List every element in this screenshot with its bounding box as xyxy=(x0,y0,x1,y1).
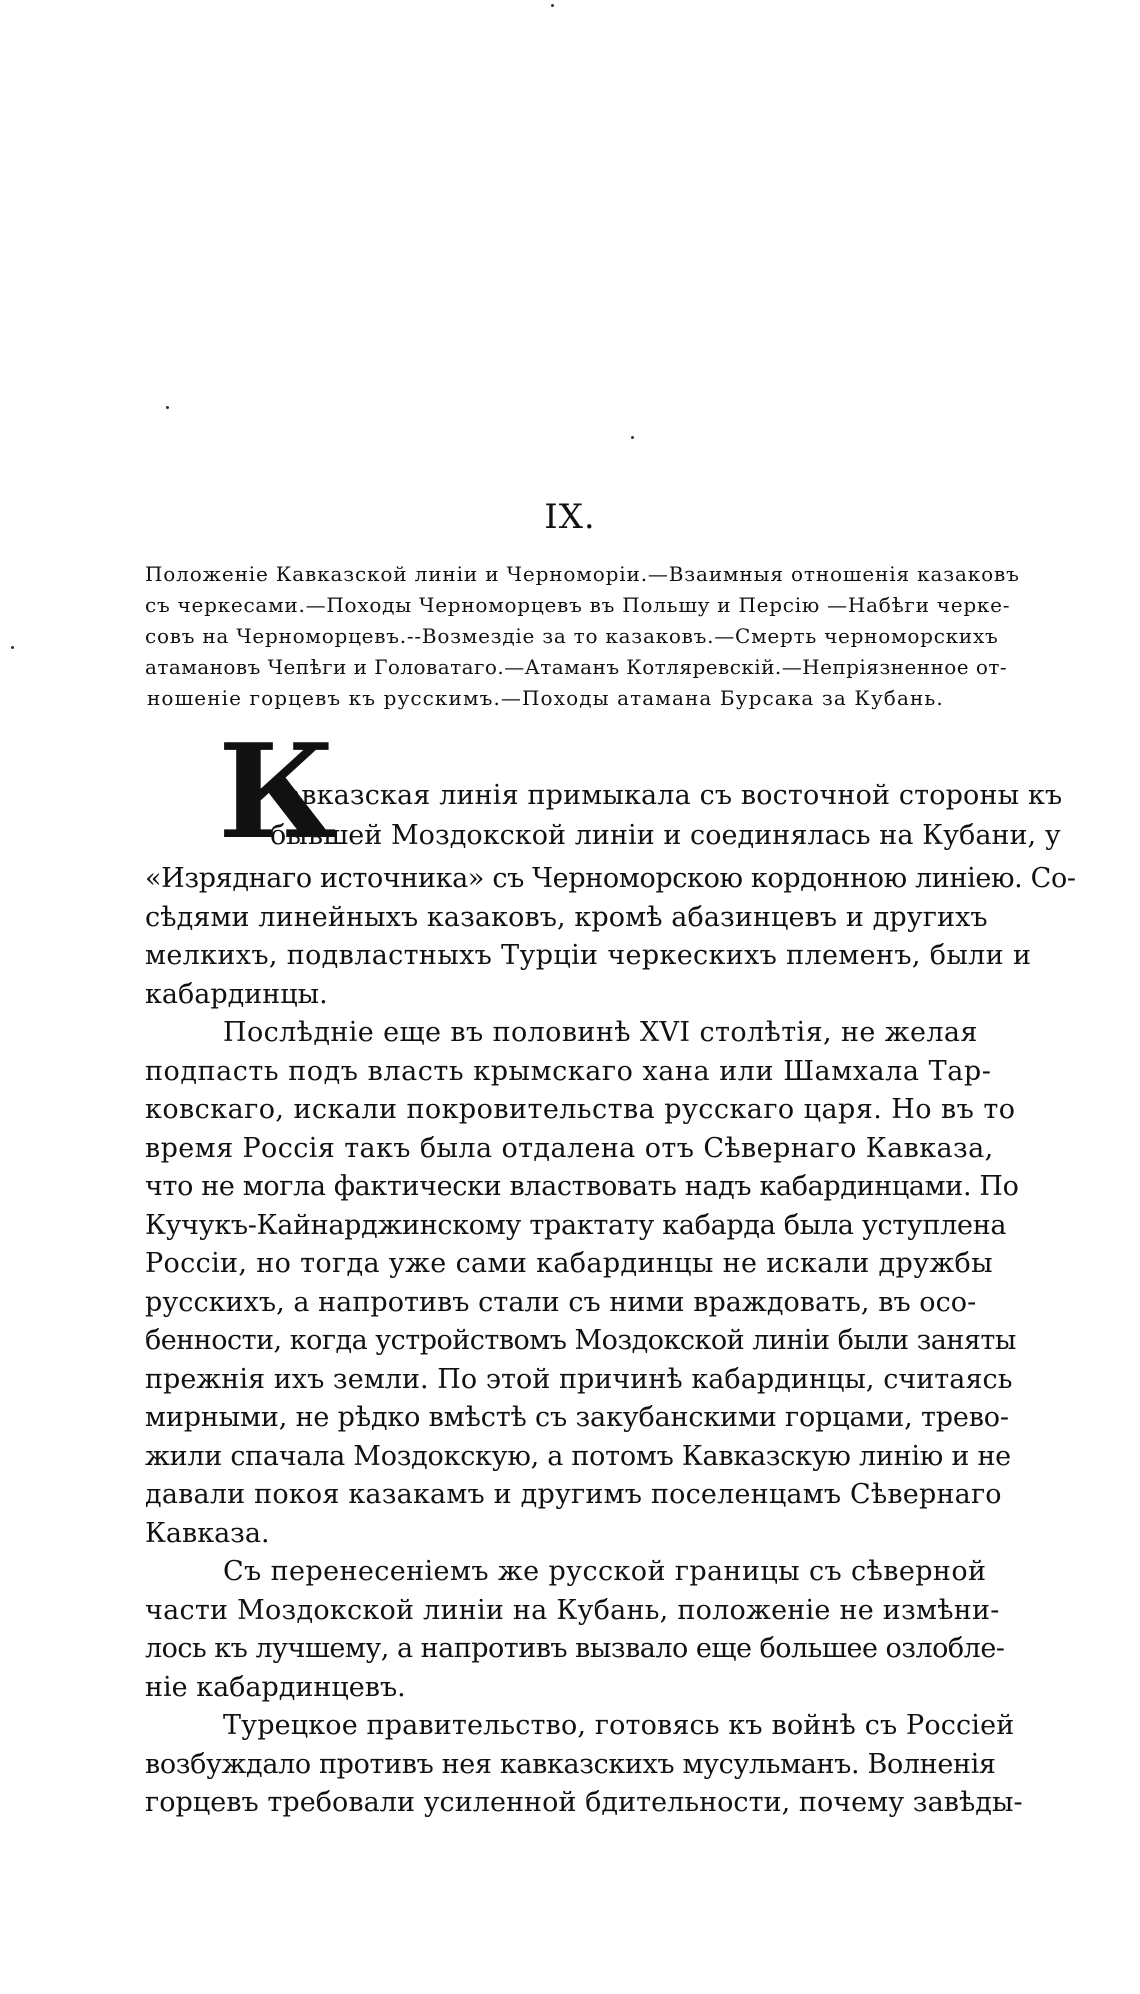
paragraph-4 xyxy=(145,1707,1100,1823)
text-line: возбуждало противъ нея кавказскихъ мусульманъ. Волненія xyxy=(145,1748,996,1780)
opening-line-1: авказская линія примыкала съ восточной стороны къ xyxy=(285,780,1063,811)
summary-line: совъ на Черноморцевъ.--Возмездіе за то казаковъ.—Смерть черноморскихъ xyxy=(145,624,999,648)
text-line: горцевъ требовали усиленной бдительности, почему завѣды- xyxy=(145,1787,1023,1818)
ink-speck xyxy=(631,436,634,439)
summary-line: атамановъ Чепѣги и Головатаго.—Атаманъ Котляревскій.—Непріязненное от- xyxy=(145,655,1008,679)
text-line: Кучукъ-Кайнарджинскому трактату кабарда была уступлена xyxy=(145,1209,1007,1241)
text-line: мирными, не рѣдко вмѣстѣ съ закубанскими горцами, трево- xyxy=(145,1402,1009,1433)
text-line: Послѣдніе еще въ половинѣ XVI столѣтія, не желая xyxy=(223,1017,978,1048)
text-line: кабардинцы. xyxy=(145,978,328,1010)
chapter-summary xyxy=(145,559,1100,714)
text-line: Кавказа. xyxy=(145,1517,270,1549)
text-line: «Изряднаго источника» съ Черноморскою кордонною линіею. Со- xyxy=(145,863,1076,894)
ink-speck xyxy=(166,406,169,409)
summary-line: съ черкесами.—Походы Черноморцевъ въ Польшу и Персію —Набѣги черке- xyxy=(145,593,1011,617)
text-line: Турецкое правительство, готовясь къ войнѣ съ Россіей xyxy=(223,1710,1015,1741)
opening-line-2: бывшей Моздокской линіи и соединялась на Кубани, у xyxy=(270,820,1061,851)
summary-line: ношеніе горцевъ къ русскимъ.—Походы атамана Бурсака за Кубань. xyxy=(147,686,944,710)
body-text xyxy=(145,860,1100,1823)
chapter-number: IX. xyxy=(544,497,596,537)
text-line: подпасть подъ власть крымскаго хана или Шамхала Тар- xyxy=(145,1055,992,1087)
text-line: прежнія ихъ земли. По этой причинѣ кабардинцы, считаясь xyxy=(145,1363,1013,1395)
text-line: бенности, когда устройствомъ Моздокской линіи были заняты xyxy=(145,1325,1016,1356)
paragraph-1 xyxy=(145,860,1100,1014)
text-line: Съ перенесеніемъ же русской границы съ сѣверной xyxy=(223,1556,987,1587)
text-line: русскихъ, а напротивъ стали съ ними враждовать, въ осо- xyxy=(145,1286,977,1318)
text-line: давали покоя казакамъ и другимъ поселенцамъ Сѣвернаго xyxy=(145,1479,1002,1510)
drop-cap: К xyxy=(218,715,337,868)
summary-line: Положеніе Кавказской линіи и Черноморіи.—Взаимныя отношенія казаковъ xyxy=(145,562,1020,586)
paragraph-2 xyxy=(145,1014,1100,1553)
paragraph-3 xyxy=(145,1553,1100,1707)
text-line: время Россія такъ была отдалена отъ Сѣвернаго Кавказа, xyxy=(145,1132,994,1164)
text-line: ковскаго, искали покровительства русскаго царя. Но въ то xyxy=(145,1094,1016,1125)
text-line: лось къ лучшему, а напротивъ вызвало еще большее озлобле- xyxy=(145,1633,1005,1664)
ink-speck xyxy=(551,4,554,7)
text-line: сѣдями линейныхъ казаковъ, кромѣ абазинцевъ и другихъ xyxy=(145,901,988,933)
text-line: мелкихъ, подвластныхъ Турціи черкескихъ племенъ, были и xyxy=(145,940,1032,971)
text-line: части Моздокской линіи на Кубань, положеніе не измѣни- xyxy=(145,1594,1000,1626)
text-line: ніе кабардинцевъ. xyxy=(145,1671,406,1703)
ink-speck xyxy=(11,646,14,649)
text-line: Россіи, но тогда уже сами кабардинцы не искали дружбы xyxy=(145,1248,993,1279)
text-line: жили спачала Моздокскую, а потомъ Кавказскую линію и не xyxy=(145,1440,1011,1472)
text-line: что не могла фактически властвовать надъ кабардинцами. По xyxy=(145,1171,1019,1202)
